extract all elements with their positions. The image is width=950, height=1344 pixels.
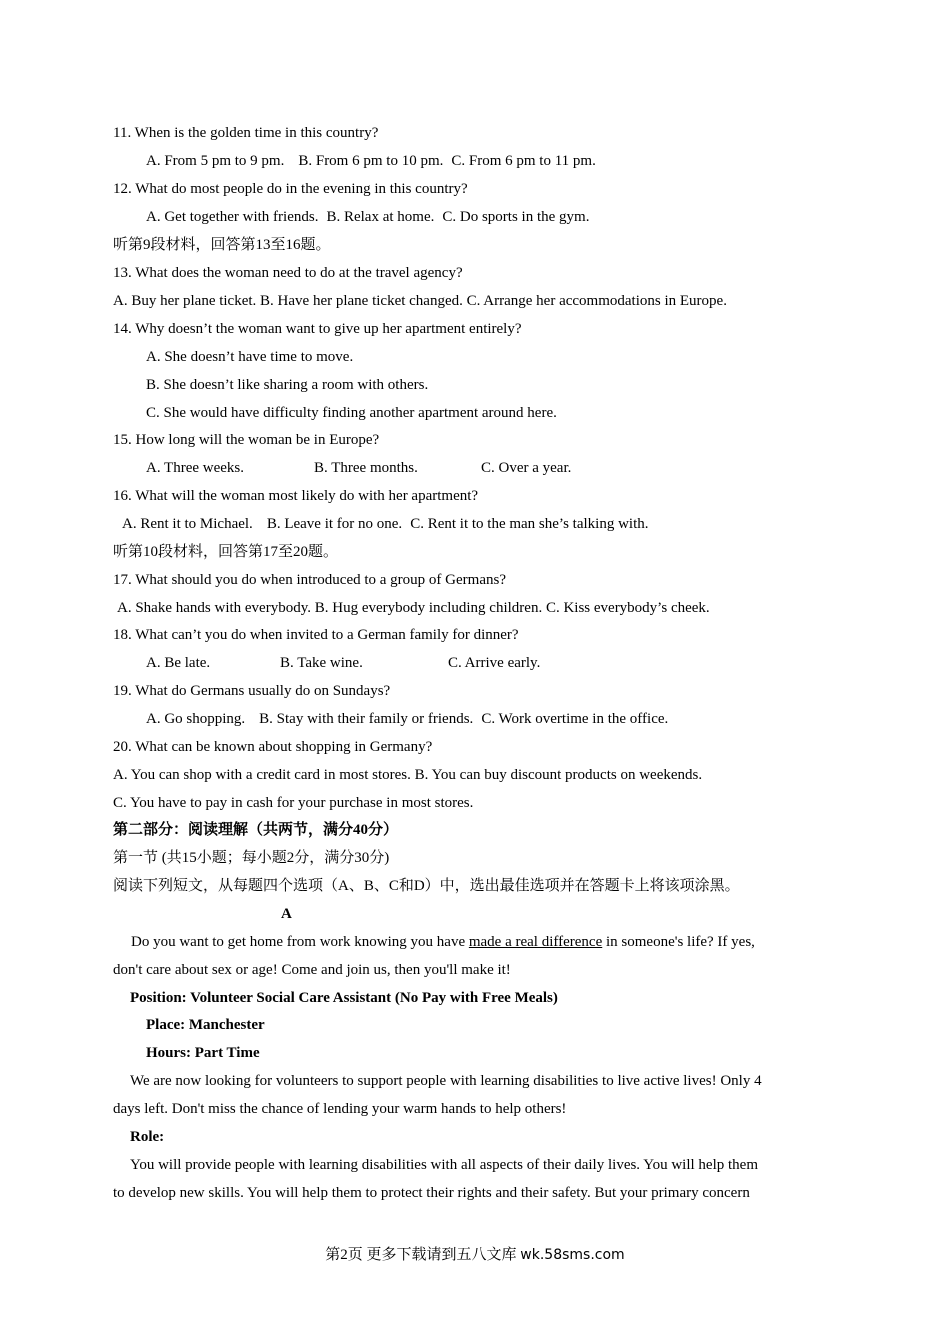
place-line: Place: Manchester — [146, 1017, 265, 1033]
footer-text: 第2页 更多下载请到五八文库 — [325, 1247, 517, 1263]
option-b: B. Take wine. — [280, 655, 363, 671]
question-11-options — [146, 151, 596, 171]
question-14-option-a: A. She doesn’t have time to move. — [146, 349, 354, 365]
option-b: B. Relax at home. — [326, 209, 435, 225]
paragraph-text: Do you want to get home from work knowing you have — [131, 934, 469, 950]
page-footer — [0, 1245, 950, 1265]
reading-instruction: 阅读下列短文，从每题四个选项（A、B、C和D）中，选出最佳选项并在答题卡上将该项涂黑。 — [113, 878, 740, 894]
question-16-options — [122, 514, 649, 534]
passage-paragraph-1-line-2: don't care about sex or age! Come and join us, then you'll make it! — [113, 962, 511, 978]
question-18-options — [146, 653, 540, 673]
passage-label: A — [281, 906, 292, 922]
option-c: C. Arrive early. — [448, 655, 541, 671]
question-17-stem: 17. What should you do when introduced to a group of Germans? — [113, 572, 506, 588]
option-a: A. Three weeks. — [146, 460, 245, 476]
passage-paragraph-3-line-2: to develop new skills. You will help them to protect their rights and their safety. But your primary concern — [113, 1185, 750, 1201]
paragraph-text: in someone's life? If yes, — [602, 934, 755, 950]
underlined-phrase: made a real difference — [468, 934, 603, 950]
question-11-stem: 11. When is the golden time in this country? — [113, 125, 379, 141]
question-17-options: A. Shake hands with everybody. B. Hug everybody including children. C. Kiss everybody’s cheek. — [117, 600, 710, 616]
option-a: A. Go shopping. — [146, 711, 246, 727]
question-19-stem: 19. What do Germans usually do on Sundays? — [113, 683, 391, 699]
option-b: B. Three months. — [314, 460, 418, 476]
option-c: C. From 6 pm to 11 pm. — [451, 153, 596, 169]
question-16-stem: 16. What will the woman most likely do with her apartment? — [113, 488, 479, 504]
option-a: A. Rent it to Michael. — [122, 516, 253, 532]
question-15-stem: 15. How long will the woman be in Europe? — [113, 432, 380, 448]
section-10-instruction: 听第10段材料，回答第17至20题。 — [113, 544, 339, 560]
question-13-options: A. Buy her plane ticket. B. Have her plane ticket changed. C. Arrange her accommodations in Europe. — [113, 293, 727, 309]
option-b: B. Stay with their family or friends. — [259, 711, 474, 727]
question-12-stem: 12. What do most people do in the evening in this country? — [113, 181, 468, 197]
passage-paragraph-3-line-1: You will provide people with learning disabilities with all aspects of their daily lives. You will help them — [130, 1157, 758, 1173]
question-14-stem: 14. Why doesn’t the woman want to give up her apartment entirely? — [113, 321, 522, 337]
option-c: C. Over a year. — [481, 460, 572, 476]
question-20-options-line-1: A. You can shop with a credit card in most stores. B. You can buy discount products on weekends. — [113, 767, 703, 783]
hours-line: Hours: Part Time — [146, 1045, 260, 1061]
question-20-stem: 20. What can be known about shopping in Germany? — [113, 739, 433, 755]
passage-paragraph-1-line-1 — [131, 932, 755, 952]
option-c: C. Work overtime in the office. — [481, 711, 669, 727]
option-b: B. From 6 pm to 10 pm. — [298, 153, 444, 169]
question-18-stem: 18. What can’t you do when invited to a German family for dinner? — [113, 627, 519, 643]
option-b: B. Leave it for no one. — [266, 516, 403, 532]
question-13-stem: 13. What does the woman need to do at the travel agency? — [113, 265, 463, 281]
section-1-heading: 第一节 (共15小题；每小题2分，满分30分) — [113, 850, 390, 866]
question-15-options — [146, 458, 571, 478]
question-19-options — [146, 709, 668, 729]
position-line: Position: Volunteer Social Care Assistant (No Pay with Free Meals) — [130, 990, 558, 1006]
question-20-options-line-2: C. You have to pay in cash for your purchase in most stores. — [113, 795, 474, 811]
option-c: C. Rent it to the man she’s talking with. — [410, 516, 649, 532]
part-2-heading: 第二部分：阅读理解（共两节，满分40分） — [113, 822, 399, 838]
option-a: A. From 5 pm to 9 pm. — [146, 153, 285, 169]
question-14-option-c: C. She would have difficulty finding another apartment around here. — [146, 405, 557, 421]
passage-paragraph-2-line-1: We are now looking for volunteers to support people with learning disabilities to live active lives! Only 4 — [130, 1073, 762, 1089]
role-heading: Role: — [130, 1129, 165, 1145]
question-12-options — [146, 207, 589, 227]
footer-site-link[interactable]: wk.58sms.com — [520, 1247, 625, 1263]
question-14-option-b: B. She doesn’t like sharing a room with others. — [146, 377, 429, 393]
section-9-instruction: 听第9段材料，回答第13至16题。 — [113, 237, 331, 253]
option-a: A. Be late. — [146, 655, 211, 671]
option-a: A. Get together with friends. — [146, 209, 319, 225]
option-c: C. Do sports in the gym. — [442, 209, 590, 225]
passage-paragraph-2-line-2: days left. Don't miss the chance of lending your warm hands to help others! — [113, 1101, 567, 1117]
